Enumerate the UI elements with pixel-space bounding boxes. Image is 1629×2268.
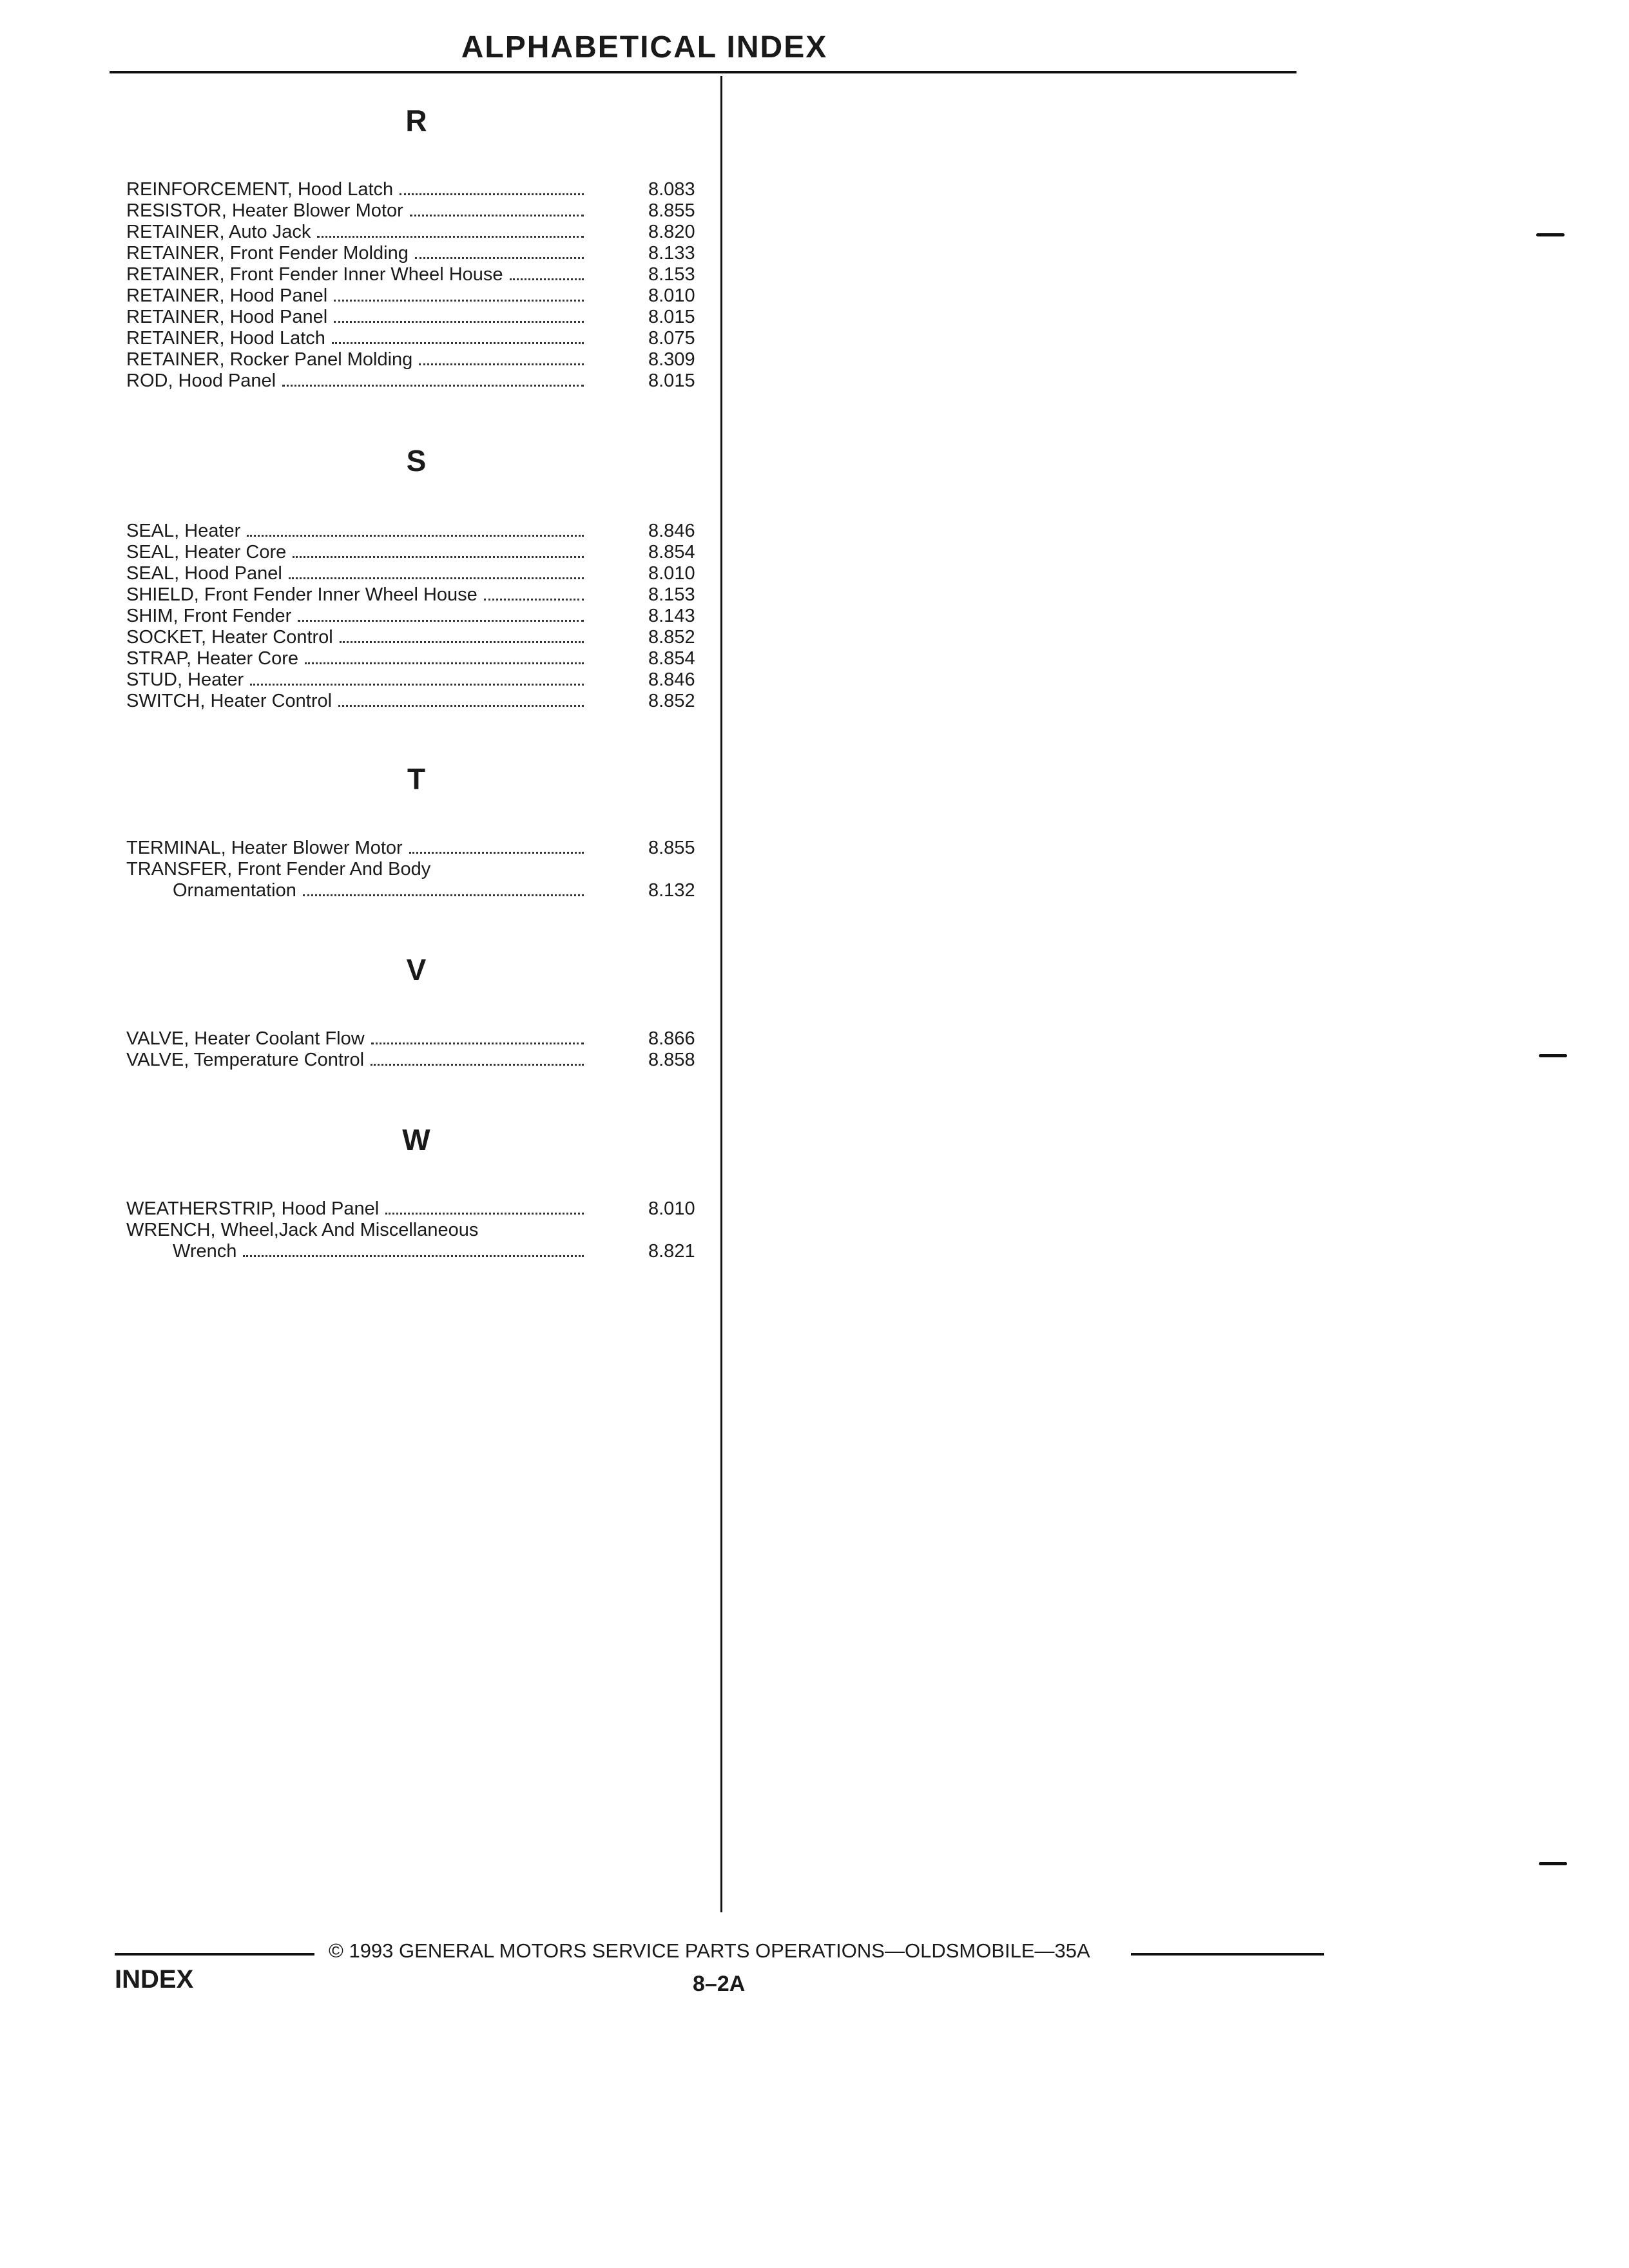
index-entry xyxy=(126,328,719,349)
entry-page-number: 8.820 xyxy=(648,222,695,242)
dot-leader xyxy=(250,684,584,686)
dot-leader xyxy=(385,1213,584,1215)
entry-label-wrap xyxy=(126,584,584,606)
dot-leader xyxy=(303,894,584,896)
entry-page-number: 8.143 xyxy=(648,606,695,626)
entry-label-wrap xyxy=(126,648,584,669)
entry-label: SOCKET, Heater Control xyxy=(126,627,333,648)
entry-label-wrap xyxy=(126,179,584,200)
page-title: ALPHABETICAL INDEX xyxy=(461,30,828,64)
entry-page-number: 8.153 xyxy=(648,264,695,285)
entry-label: WEATHERSTRIP, Hood Panel xyxy=(126,1198,380,1219)
index-entry xyxy=(126,859,719,901)
entry-label-wrap xyxy=(126,542,584,563)
index-entry xyxy=(126,179,719,200)
entry-list xyxy=(126,1028,719,1071)
entry-page-number: 8.010 xyxy=(648,285,695,306)
entry-page-number: 8.083 xyxy=(648,179,695,200)
dot-leader xyxy=(409,852,584,854)
index-entry xyxy=(126,584,719,606)
entry-label-wrap xyxy=(126,1241,584,1262)
entry-label-wrap xyxy=(126,349,584,370)
entry-list xyxy=(126,179,719,392)
dot-leader xyxy=(371,1043,584,1044)
entry-label: ROD, Hood Panel xyxy=(126,370,276,391)
title-rule xyxy=(110,71,1296,73)
margin-mark xyxy=(1539,1862,1567,1865)
dot-leader xyxy=(410,215,584,216)
dot-leader xyxy=(305,662,584,664)
footer-rule-left xyxy=(115,1953,314,1956)
entry-label: RESISTOR, Heater Blower Motor xyxy=(126,200,403,221)
entry-label: RETAINER, Hood Panel xyxy=(126,285,328,306)
entry-page-number: 8.153 xyxy=(648,584,695,605)
entry-list xyxy=(126,838,719,901)
entry-label-wrap xyxy=(126,264,584,285)
entry-label: REINFORCEMENT, Hood Latch xyxy=(126,179,394,200)
entry-page-number: 8.854 xyxy=(648,648,695,669)
column-divider xyxy=(720,76,722,1912)
index-entry xyxy=(126,285,719,307)
section-letter: S xyxy=(406,444,427,477)
entry-label-wrap xyxy=(126,691,584,712)
index-entry xyxy=(126,521,719,542)
dot-leader xyxy=(289,577,584,579)
dot-leader xyxy=(332,342,584,344)
index-entry xyxy=(126,542,719,563)
dot-leader xyxy=(243,1255,584,1257)
footer-rule-right xyxy=(1131,1953,1324,1956)
dot-leader xyxy=(338,705,584,707)
entry-label: VALVE, Heater Coolant Flow xyxy=(126,1028,365,1049)
section-letter: V xyxy=(406,953,427,986)
entry-label: SWITCH, Heater Control xyxy=(126,691,333,711)
entry-page-number: 8.866 xyxy=(648,1028,695,1049)
index-entry xyxy=(126,1220,719,1262)
dot-leader xyxy=(334,321,584,323)
index-entry xyxy=(126,349,719,370)
entry-label-wrap xyxy=(126,563,584,584)
entry-label: Wrench xyxy=(173,1241,237,1262)
index-entry xyxy=(126,222,719,243)
entry-page-number: 8.846 xyxy=(648,669,695,690)
margin-mark xyxy=(1539,1054,1567,1057)
entry-label: RETAINER, Front Fender Inner Wheel House xyxy=(126,264,503,285)
index-entry xyxy=(126,1198,719,1220)
entry-label: RETAINER, Hood Latch xyxy=(126,328,325,349)
index-entry xyxy=(126,838,719,859)
entry-label-line1: TRANSFER, Front Fender And Body xyxy=(126,859,431,879)
dot-leader xyxy=(400,193,584,195)
index-entry xyxy=(126,648,719,669)
entry-label-wrap xyxy=(126,1028,584,1050)
entry-label-wrap xyxy=(126,880,584,901)
entry-label: STRAP, Heater Core xyxy=(126,648,299,669)
index-entry xyxy=(126,627,719,648)
entry-page-number: 8.132 xyxy=(648,880,695,901)
section-letter: T xyxy=(407,762,426,796)
entry-list xyxy=(126,521,719,712)
entry-label-wrap xyxy=(126,669,584,691)
entry-label-wrap xyxy=(126,370,584,392)
dot-leader xyxy=(415,257,584,259)
entry-label: RETAINER, Rocker Panel Molding xyxy=(126,349,413,370)
entry-label-wrap xyxy=(126,285,584,307)
index-entry xyxy=(126,370,719,392)
dot-leader xyxy=(340,641,584,643)
index-entry xyxy=(126,200,719,222)
entry-label: SEAL, Hood Panel xyxy=(126,563,282,584)
entry-page-number: 8.133 xyxy=(648,243,695,264)
index-entry xyxy=(126,307,719,328)
entry-label-wrap xyxy=(126,606,584,627)
entry-label-wrap xyxy=(126,1198,584,1220)
index-entry xyxy=(126,606,719,627)
entry-label-wrap xyxy=(126,243,584,264)
index-entry xyxy=(126,243,719,264)
index-entry xyxy=(126,1028,719,1050)
entry-label-line1: WRENCH, Wheel,Jack And Miscellaneous xyxy=(126,1220,479,1240)
entry-label: SEAL, Heater Core xyxy=(126,542,287,562)
entry-label: SEAL, Heater xyxy=(126,521,241,541)
footer-page-number: 8–2A xyxy=(693,1972,746,1996)
margin-mark xyxy=(1536,233,1565,236)
entry-page-number: 8.015 xyxy=(648,307,695,327)
dot-leader xyxy=(293,556,584,558)
entry-label: TERMINAL, Heater Blower Motor xyxy=(126,838,403,858)
entry-page-number: 8.855 xyxy=(648,200,695,221)
entry-label: VALVE, Temperature Control xyxy=(126,1050,365,1070)
entry-page-number: 8.858 xyxy=(648,1050,695,1070)
entry-page-number: 8.846 xyxy=(648,521,695,541)
dot-leader xyxy=(371,1064,584,1066)
entry-page-number: 8.855 xyxy=(648,838,695,858)
entry-page-number: 8.010 xyxy=(648,1198,695,1219)
entry-label: RETAINER, Hood Panel xyxy=(126,307,328,327)
entry-page-number: 8.821 xyxy=(648,1241,695,1262)
entry-label: Ornamentation xyxy=(173,880,296,901)
index-entry xyxy=(126,1050,719,1071)
index-entry xyxy=(126,563,719,584)
index-entry xyxy=(126,669,719,691)
entry-page-number: 8.852 xyxy=(648,627,695,648)
entry-label-wrap xyxy=(126,222,584,243)
entry-page-number: 8.075 xyxy=(648,328,695,349)
dot-leader xyxy=(419,363,584,365)
entry-label-wrap xyxy=(126,307,584,328)
entry-label: SHIM, Front Fender xyxy=(126,606,292,626)
entry-page-number: 8.010 xyxy=(648,563,695,584)
entry-list xyxy=(126,1198,719,1262)
dot-leader xyxy=(484,599,584,601)
entry-label-wrap xyxy=(126,627,584,648)
entry-label: RETAINER, Front Fender Molding xyxy=(126,243,409,264)
entry-label-wrap xyxy=(126,328,584,349)
footer-copyright: © 1993 GENERAL MOTORS SERVICE PARTS OPERATIONS—OLDSMOBILE—35A xyxy=(329,1939,1090,1962)
entry-page-number: 8.854 xyxy=(648,542,695,562)
entry-page-number: 8.309 xyxy=(648,349,695,370)
dot-leader xyxy=(282,385,584,387)
index-entry xyxy=(126,691,719,712)
section-letter: W xyxy=(402,1123,430,1157)
dot-leader xyxy=(510,278,584,280)
entry-label: SHIELD, Front Fender Inner Wheel House xyxy=(126,584,477,605)
dot-leader xyxy=(298,620,584,622)
entry-label: RETAINER, Auto Jack xyxy=(126,222,311,242)
entry-page-number: 8.015 xyxy=(648,370,695,391)
entry-label-wrap xyxy=(126,200,584,222)
dot-leader xyxy=(334,300,584,302)
section-letter: R xyxy=(405,104,427,137)
entry-label-wrap xyxy=(126,1050,584,1071)
footer-section-label: INDEX xyxy=(115,1965,194,1994)
entry-label-wrap xyxy=(126,838,584,859)
entry-label-wrap xyxy=(126,521,584,542)
dot-leader xyxy=(247,535,584,537)
dot-leader xyxy=(317,236,584,238)
entry-label: STUD, Heater xyxy=(126,669,244,690)
index-entry xyxy=(126,264,719,285)
entry-page-number: 8.852 xyxy=(648,691,695,711)
